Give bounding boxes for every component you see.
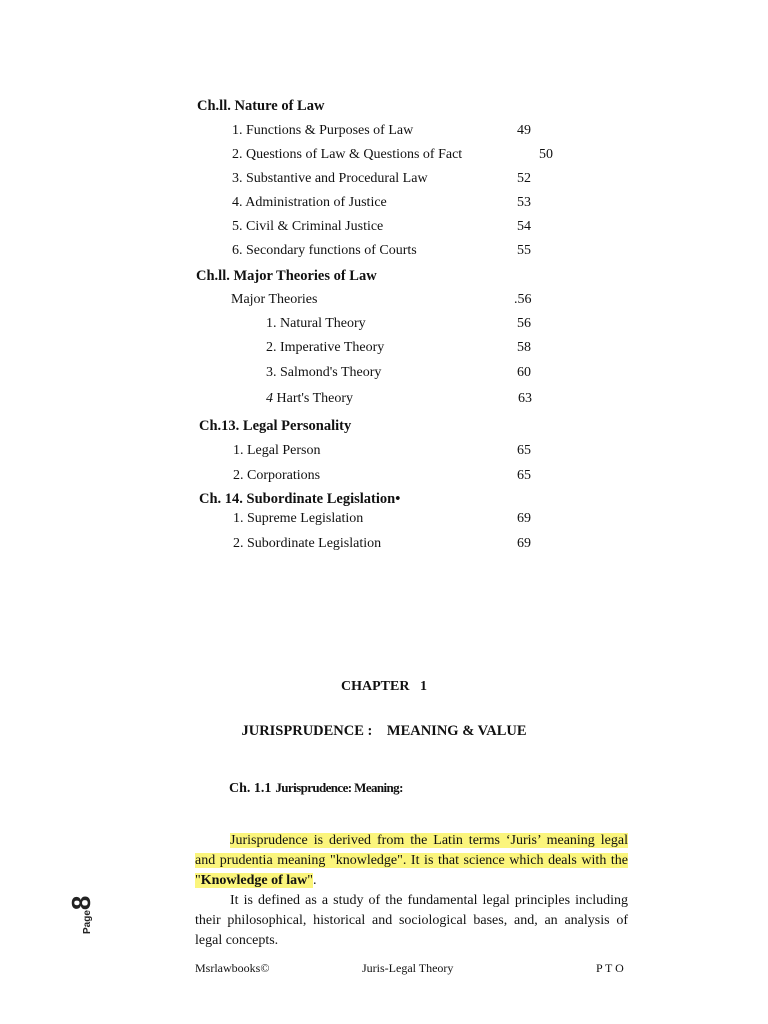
toc-item-number: 4 bbox=[266, 391, 273, 406]
toc-item-page: 49 bbox=[517, 123, 531, 138]
definition-paragraph bbox=[195, 831, 628, 891]
toc-item-page: 55 bbox=[517, 243, 531, 258]
section-number: Ch. 1.1 bbox=[229, 781, 272, 796]
toc-ch13-title: Ch.13. Legal Personality bbox=[199, 418, 352, 434]
toc-item-text: Hart's Theory bbox=[276, 391, 354, 406]
toc-item-label: 3. Salmond's Theory bbox=[266, 365, 382, 380]
toc-item-page: 69 bbox=[517, 511, 531, 526]
toc-ch12-title: Ch.ll. Major Theories of Law bbox=[196, 268, 377, 284]
toc-item-page: 69 bbox=[517, 536, 531, 551]
toc-item-label: 2. Questions of Law & Questions of Fact bbox=[232, 147, 463, 162]
page-marker-label: Page bbox=[82, 910, 93, 934]
page-number: 8 bbox=[66, 895, 96, 911]
toc-item-label: 4. Administration of Justice bbox=[232, 195, 387, 210]
toc-item-page: 60 bbox=[517, 365, 531, 380]
toc-item-label: 2. Corporations bbox=[233, 468, 321, 483]
toc-item-page: 65 bbox=[517, 443, 531, 458]
toc-item-label: 2. Subordinate Legislation bbox=[233, 536, 382, 551]
section-heading bbox=[229, 779, 403, 797]
toc-ch14-title: Ch. 14. Subordinate Legislation• bbox=[199, 491, 401, 507]
section-title: Jurisprudence: Meaning: bbox=[275, 780, 403, 795]
toc-item-page: 65 bbox=[517, 468, 531, 483]
toc-item-label: 1. Legal Person bbox=[233, 443, 321, 458]
toc-item-page: 54 bbox=[517, 219, 531, 234]
toc-sub-label: Major Theories bbox=[231, 292, 318, 307]
toc-item-label: 6. Secondary functions of Courts bbox=[232, 243, 417, 258]
knowledge-of-law-term: Knowledge of law bbox=[200, 873, 308, 888]
toc-ch11-title: Ch.ll. Nature of Law bbox=[197, 98, 325, 114]
toc-item-page: 50 bbox=[539, 147, 553, 162]
para1-period: . bbox=[313, 873, 317, 888]
toc-item-page: 52 bbox=[517, 171, 531, 186]
toc-item-label: 5. Civil & Criminal Justice bbox=[232, 219, 384, 234]
toc-item-page: 58 bbox=[517, 340, 531, 355]
page-marker bbox=[66, 864, 96, 934]
highlighted-text bbox=[195, 833, 628, 888]
toc-item-label: 1. Functions & Purposes of Law bbox=[232, 123, 414, 138]
para1-close-quote: " bbox=[307, 873, 313, 888]
toc-item-label: 1. Supreme Legislation bbox=[233, 511, 364, 526]
toc-item-page: 53 bbox=[517, 195, 531, 210]
toc-sub-page: .56 bbox=[514, 292, 532, 307]
toc-item-label: 3. Substantive and Procedural Law bbox=[232, 171, 428, 186]
toc-item-page: 56 bbox=[517, 316, 531, 331]
toc-item-label: 1. Natural Theory bbox=[266, 316, 366, 331]
footer-publisher: Msrlawbooks© bbox=[195, 961, 270, 975]
toc-item-label bbox=[266, 391, 353, 407]
toc-item-page: 63 bbox=[518, 391, 532, 406]
toc-item-label: 2. Imperative Theory bbox=[266, 340, 385, 355]
definition-paragraph-2: It is defined as a study of the fundamental legal principles including their philosophical, historical and sociological bases, and, an analysis of legal concepts. bbox=[195, 893, 628, 948]
footer-pto: P T O bbox=[596, 961, 624, 975]
para1-text: Jurisprudence is derived from the Latin terms ‘Juris’ meaning legal and prudentia meaning "knowledge". It is that science which deals with the " bbox=[195, 833, 628, 888]
footer-title: Juris-Legal Theory bbox=[362, 961, 454, 975]
chapter-heading: CHAPTER 1 bbox=[341, 679, 427, 694]
chapter-title: JURISPRUDENCE : MEANING & VALUE bbox=[241, 723, 527, 739]
